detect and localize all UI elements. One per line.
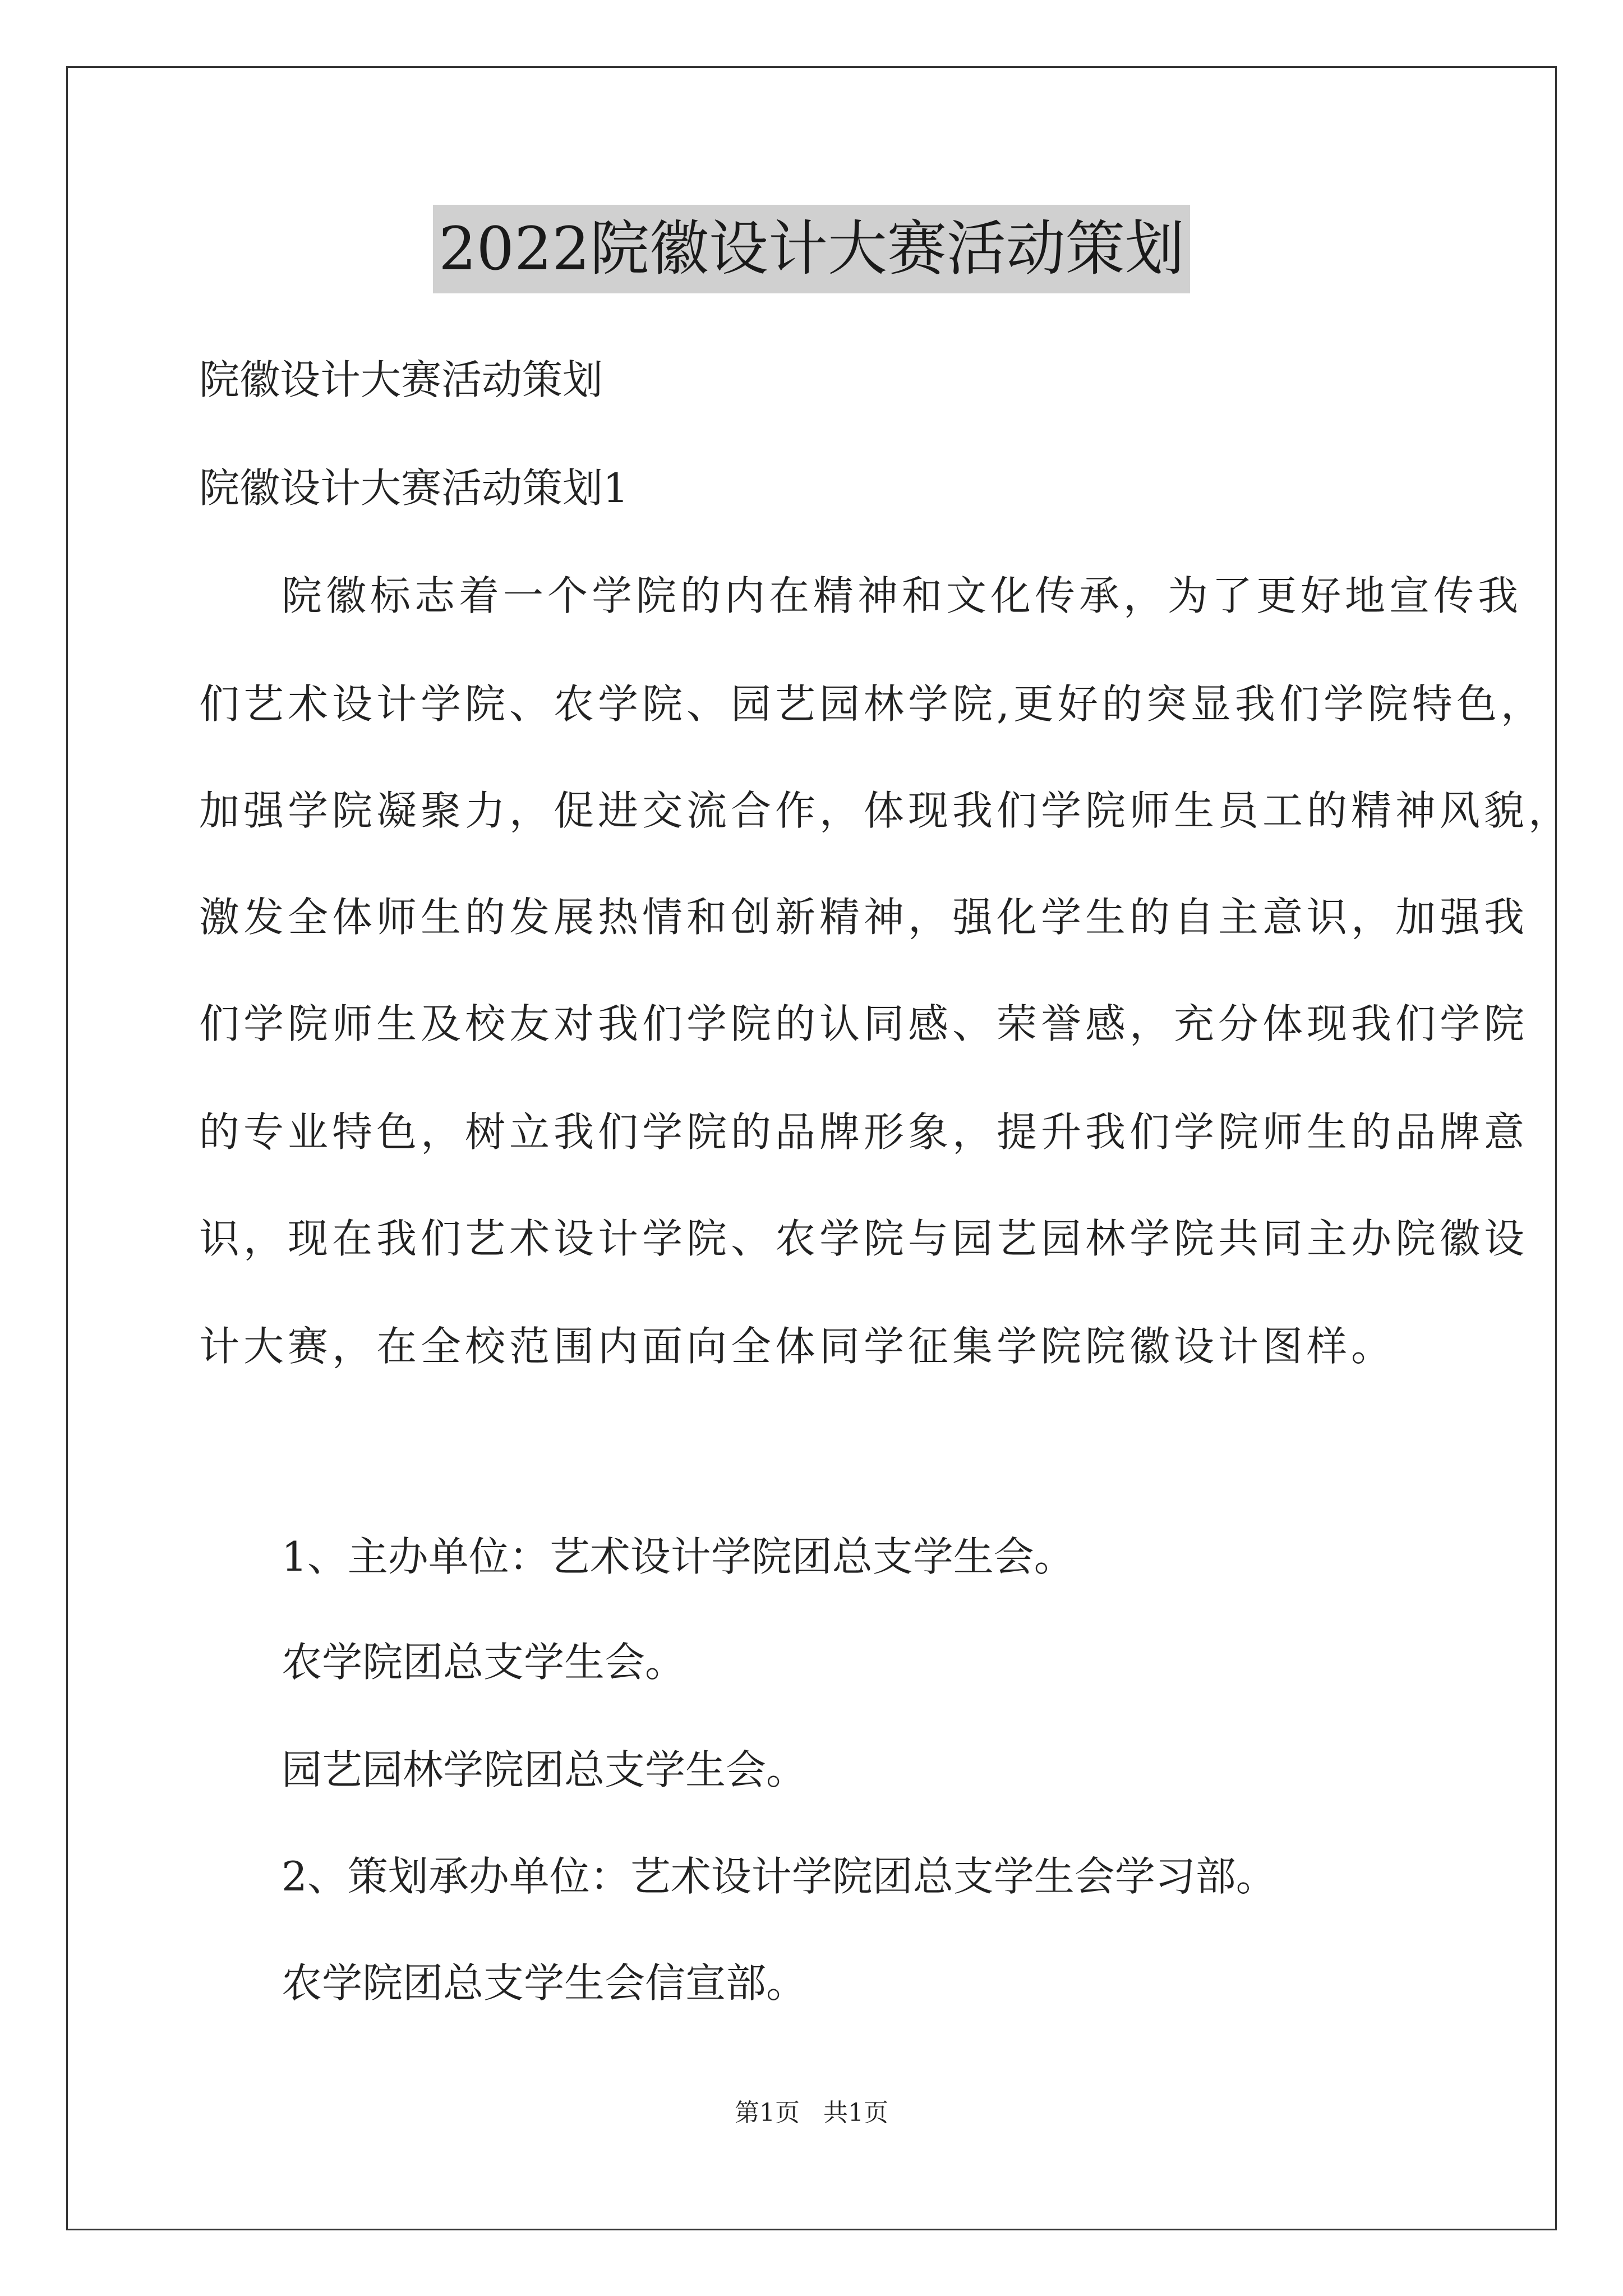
list-item: 农学院团总支学生会。	[282, 1639, 686, 1686]
list-item: 2、策划承办单位：艺术设计学院团总支学生会学习部。	[282, 1853, 1276, 1900]
document-title: 2022院徽设计大赛活动策划	[433, 205, 1190, 293]
paragraph-line: 加强学院凝聚力，促进交流合作，体现我们学院师生员工的精神风貌，	[199, 787, 1573, 834]
section-heading: 院徽设计大赛活动策划	[199, 356, 603, 403]
paragraph-line: 的专业特色，树立我们学院的品牌形象，提升我们学院师生的品牌意	[199, 1108, 1529, 1156]
paragraph-line: 识，现在我们艺术设计学院、农学院与园艺园林学院共同主办院徽设	[199, 1215, 1529, 1262]
page-footer: 第1页 共1页	[735, 2099, 888, 2127]
paragraph-line: 们学院师生及校友对我们学院的认同感、荣誉感，充分体现我们学院	[199, 1000, 1529, 1047]
list-item: 农学院团总支学生会信宣部。	[282, 1959, 807, 2007]
paragraph-line: 们艺术设计学院、农学院、园艺园林学院,更好的突显我们学院特色，	[199, 680, 1545, 728]
title-container	[0, 205, 1623, 293]
paragraph-line: 激发全体师生的发展热情和创新精神，强化学生的自主意识，加强我	[199, 894, 1529, 941]
subsection-heading: 院徽设计大赛活动策划1	[199, 464, 629, 512]
paragraph-line: 院徽标志着一个学院的内在精神和文化传承，为了更好地宣传我	[282, 572, 1523, 619]
paragraph-line: 计大赛，在全校范围内面向全体同学征集学院院徽设计图样。	[199, 1323, 1396, 1370]
list-item: 园艺园林学院团总支学生会。	[282, 1746, 807, 1793]
list-item: 1、主办单位：艺术设计学院团总支学生会。	[282, 1533, 1075, 1580]
